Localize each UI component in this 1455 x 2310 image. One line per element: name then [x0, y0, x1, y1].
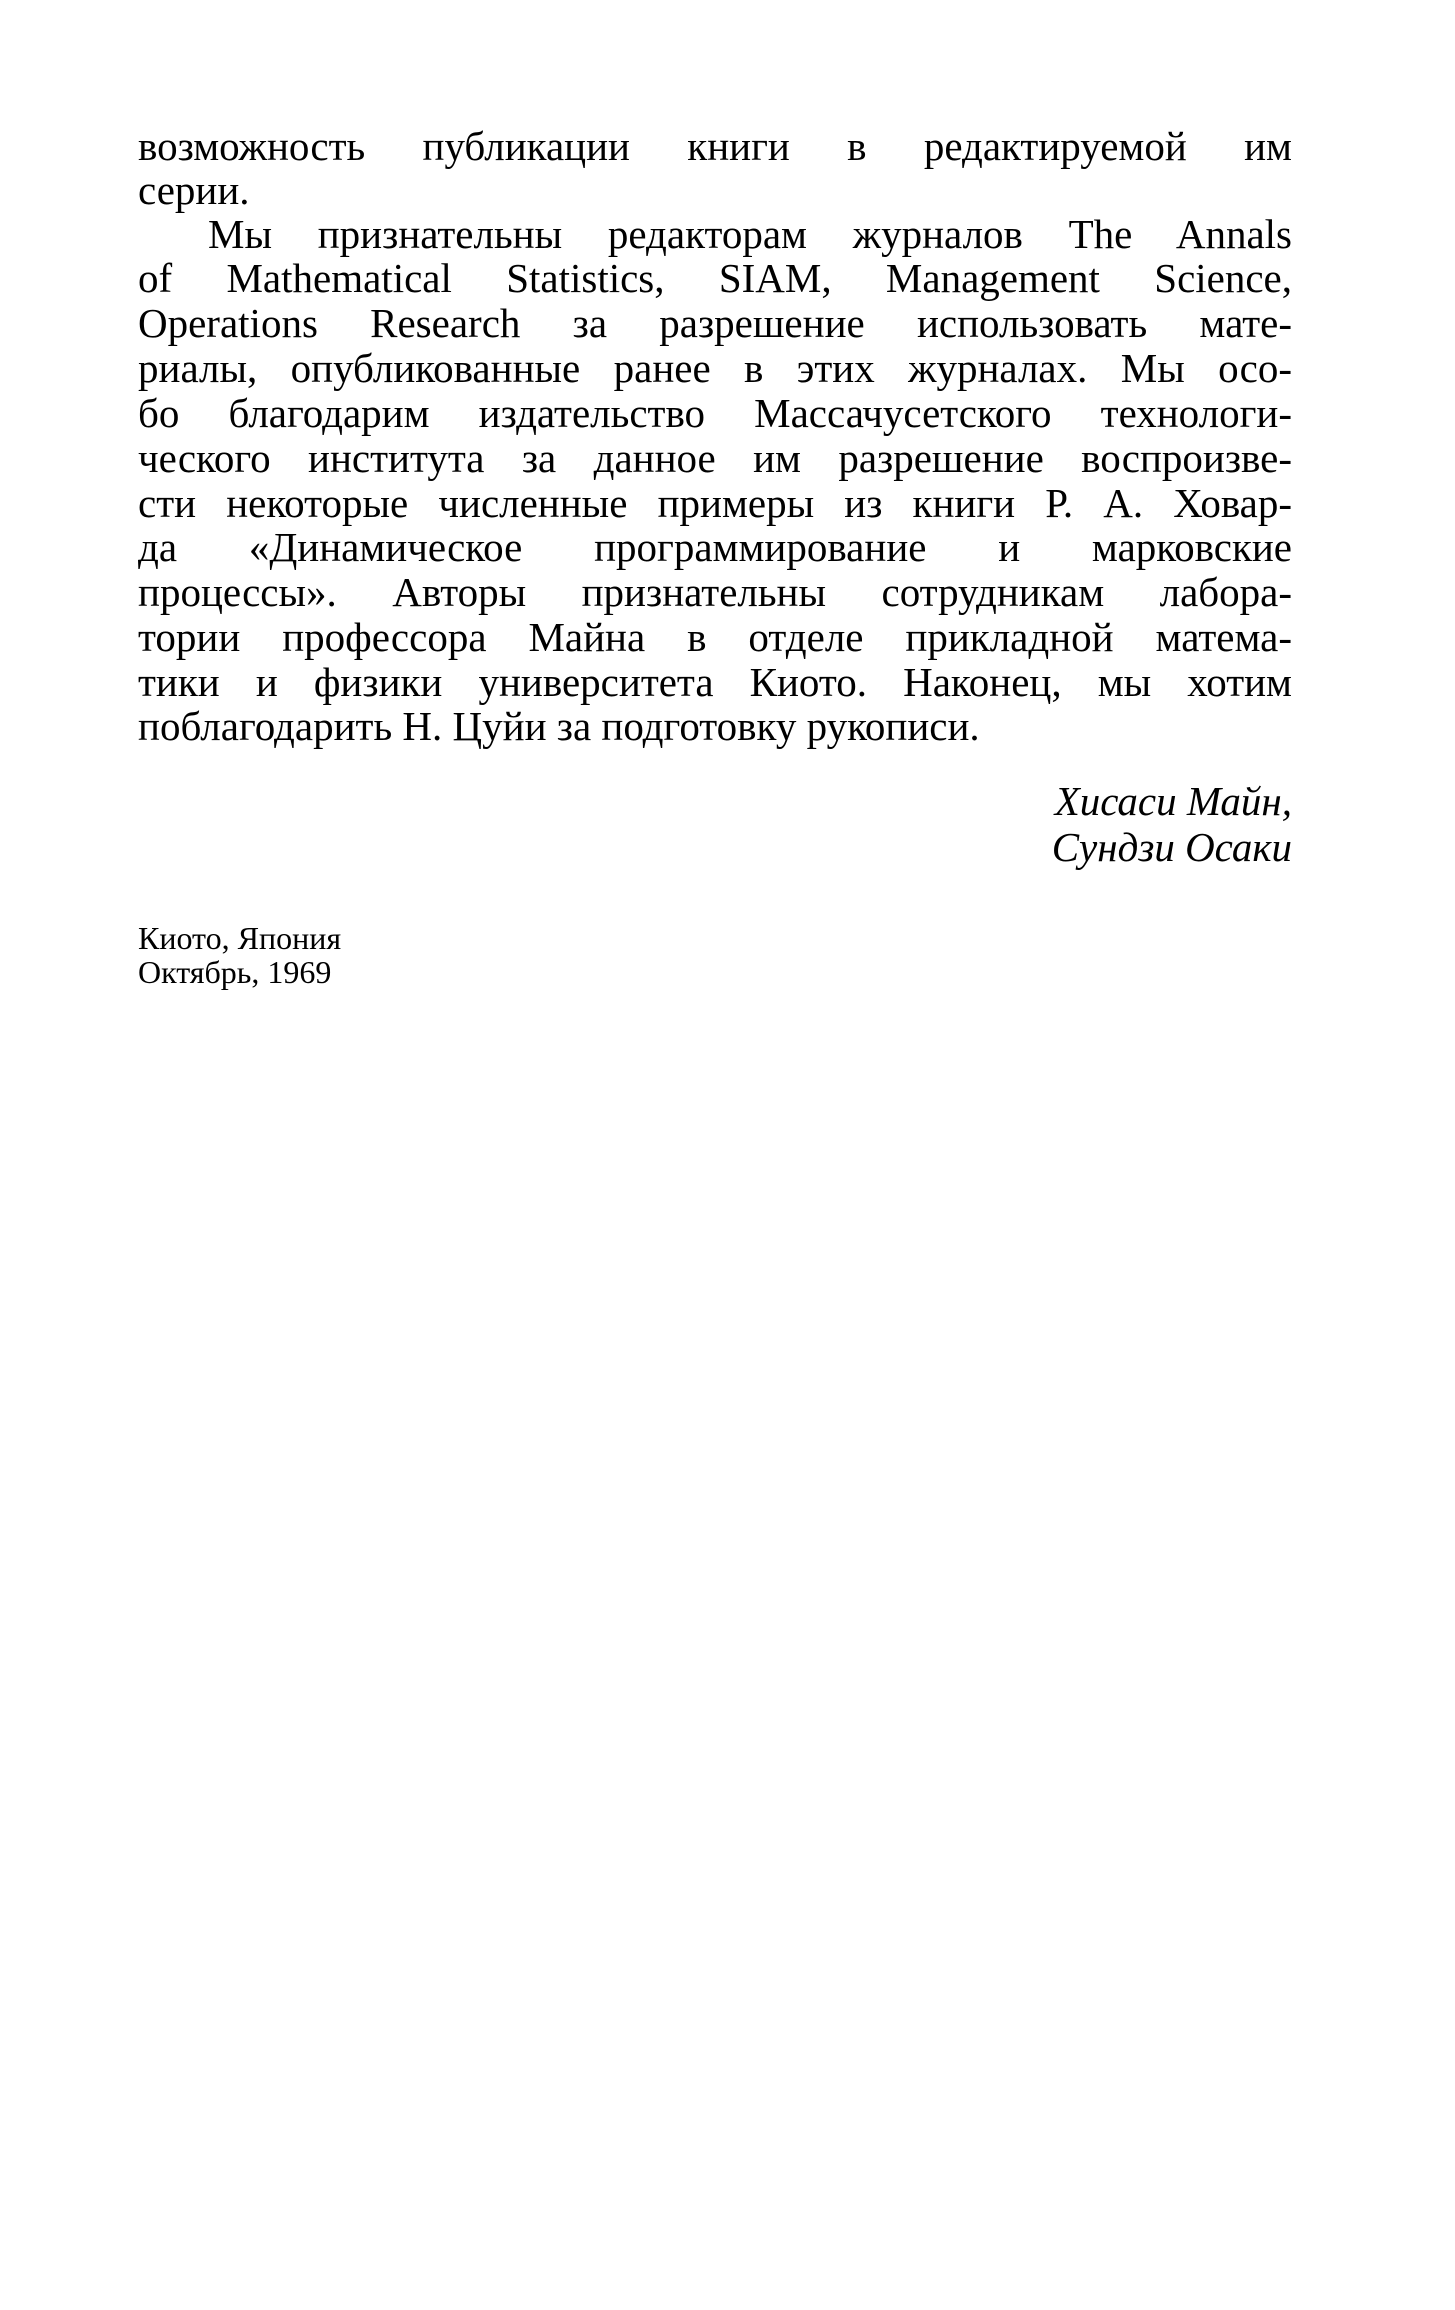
- text-line: риалы, опубликованные ранее в этих журналах. Мы осо-: [138, 345, 1292, 391]
- text-line: ческого института за данное им разрешение воспроизве-: [138, 435, 1292, 481]
- text-line: тории профессора Майна в отделе прикладной матема-: [138, 614, 1292, 660]
- location: Киото, Япония: [138, 920, 342, 956]
- text-line: серии.: [138, 167, 250, 213]
- text-line: сти некоторые численные примеры из книги Р. А. Ховар-: [138, 480, 1292, 526]
- author-name: Сундзи Осаки: [1051, 824, 1292, 870]
- text-line: процессы». Авторы признательны сотрудникам лабора-: [138, 569, 1292, 615]
- text-line: возможность публикации книги в редактируемой им: [138, 123, 1292, 169]
- author-name: Хисаси Майн,: [1054, 778, 1292, 824]
- text-line: бо благодарим издательство Массачусетского технологи-: [138, 390, 1292, 436]
- text-line: тики и физики университета Киото. Наконец, мы хотим: [138, 659, 1292, 705]
- text-line: да «Динамическое программирование и марковские: [138, 524, 1292, 570]
- text-line: of Mathematical Statistics, SIAM, Management Science,: [138, 255, 1292, 301]
- date: Октябрь, 1969: [138, 954, 332, 990]
- text-line: Мы признательны редакторам журналов The Annals: [208, 211, 1292, 257]
- text-line: Operations Research за разрешение использовать мате-: [138, 300, 1292, 346]
- text-line: поблагодарить Н. Цуйи за подготовку рукописи.: [138, 703, 980, 749]
